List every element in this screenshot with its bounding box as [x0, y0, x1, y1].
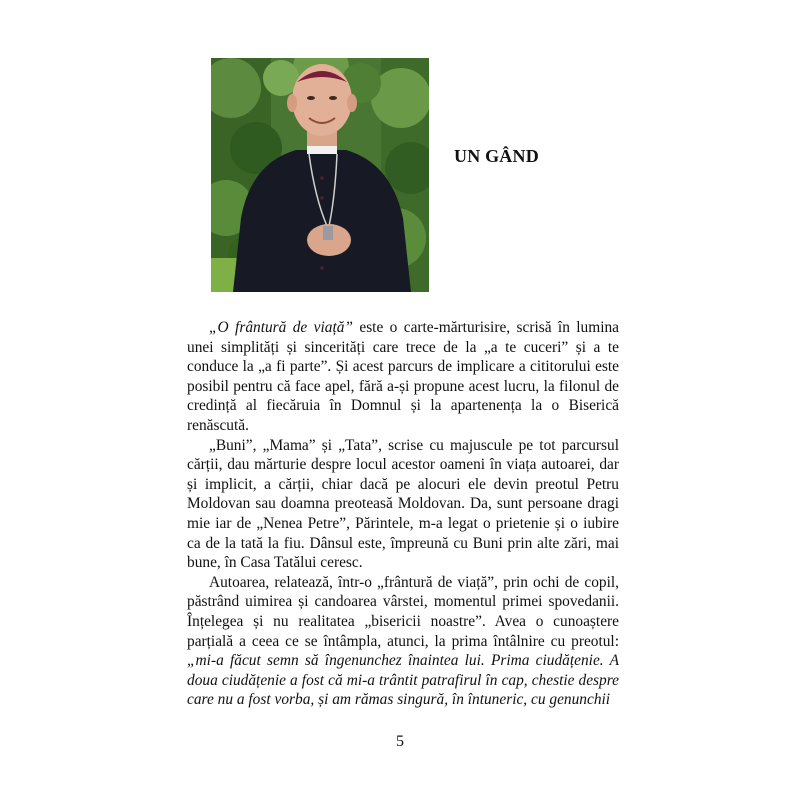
- paragraph-1: [187, 318, 619, 436]
- portrait-illustration: [211, 58, 429, 292]
- paragraph-1-segment-1: „O frântură de viață”: [209, 319, 353, 336]
- body-text: [187, 318, 619, 710]
- paragraph-1-segment-2: este o carte-mărturisire, scrisă în lumina unei simplități și sincerități care trece de la „a te cuceri” și a te conduce la „a fi parte”. Și acest parcurs de implicare a cititorului este posibil pentru că face apel, fără a-și propune acest lucru, la filonul de credință al fiecăruia în Domnul și la apartenența la o Biserică renăscută.: [187, 319, 620, 434]
- paragraph-3-segment-1: Autoarea, relatează, într-o „frântură de viață”, prin ochi de copil, păstrând uimirea și candoarea vârstei, momentul primei spovedanii. Înțelegea și nu realitatea „bisericii noastre”. Avea o cunoaștere parțială a ceea ce se întâmpla, atunci, la prima întâlnire cu preotul:: [187, 573, 619, 650]
- paragraph-2: [187, 436, 619, 573]
- portrait-photo: [211, 58, 429, 292]
- paragraph-2-segment-1: „Buni”, „Mama” și „Tata”, scrise cu majuscule pe tot parcursul cărții, dau mărturie despre locul acestor oameni în viața autoarei, dar și implicit, a cărții, chiar dacă pe alocuri ele devin preotul Petru Moldovan sau doamna preoteasă Moldovan. Da, sunt persoane dragi mie iar de „Nenea Petre”, Părintele, m-a legat o prietenie și o iubire ca de la tată la fiu. Dânsul este, împreună cu Buni prin alte zări, mai bune, în Casa Tatălui ceresc.: [187, 436, 619, 572]
- section-heading: UN GÂND: [454, 146, 539, 166]
- paragraph-3-segment-2: „mi-a făcut semn să îngenunchez înaintea lui. Prima ciudățenie. A doua ciudățenie a fost că mi-a trântit patrafirul în cap, chestie despre care nu a fost vorba, și am rămas singură, în întuneric, cu genunchii: [187, 652, 619, 709]
- page-number: 5: [396, 733, 404, 750]
- paragraph-3: [187, 573, 619, 710]
